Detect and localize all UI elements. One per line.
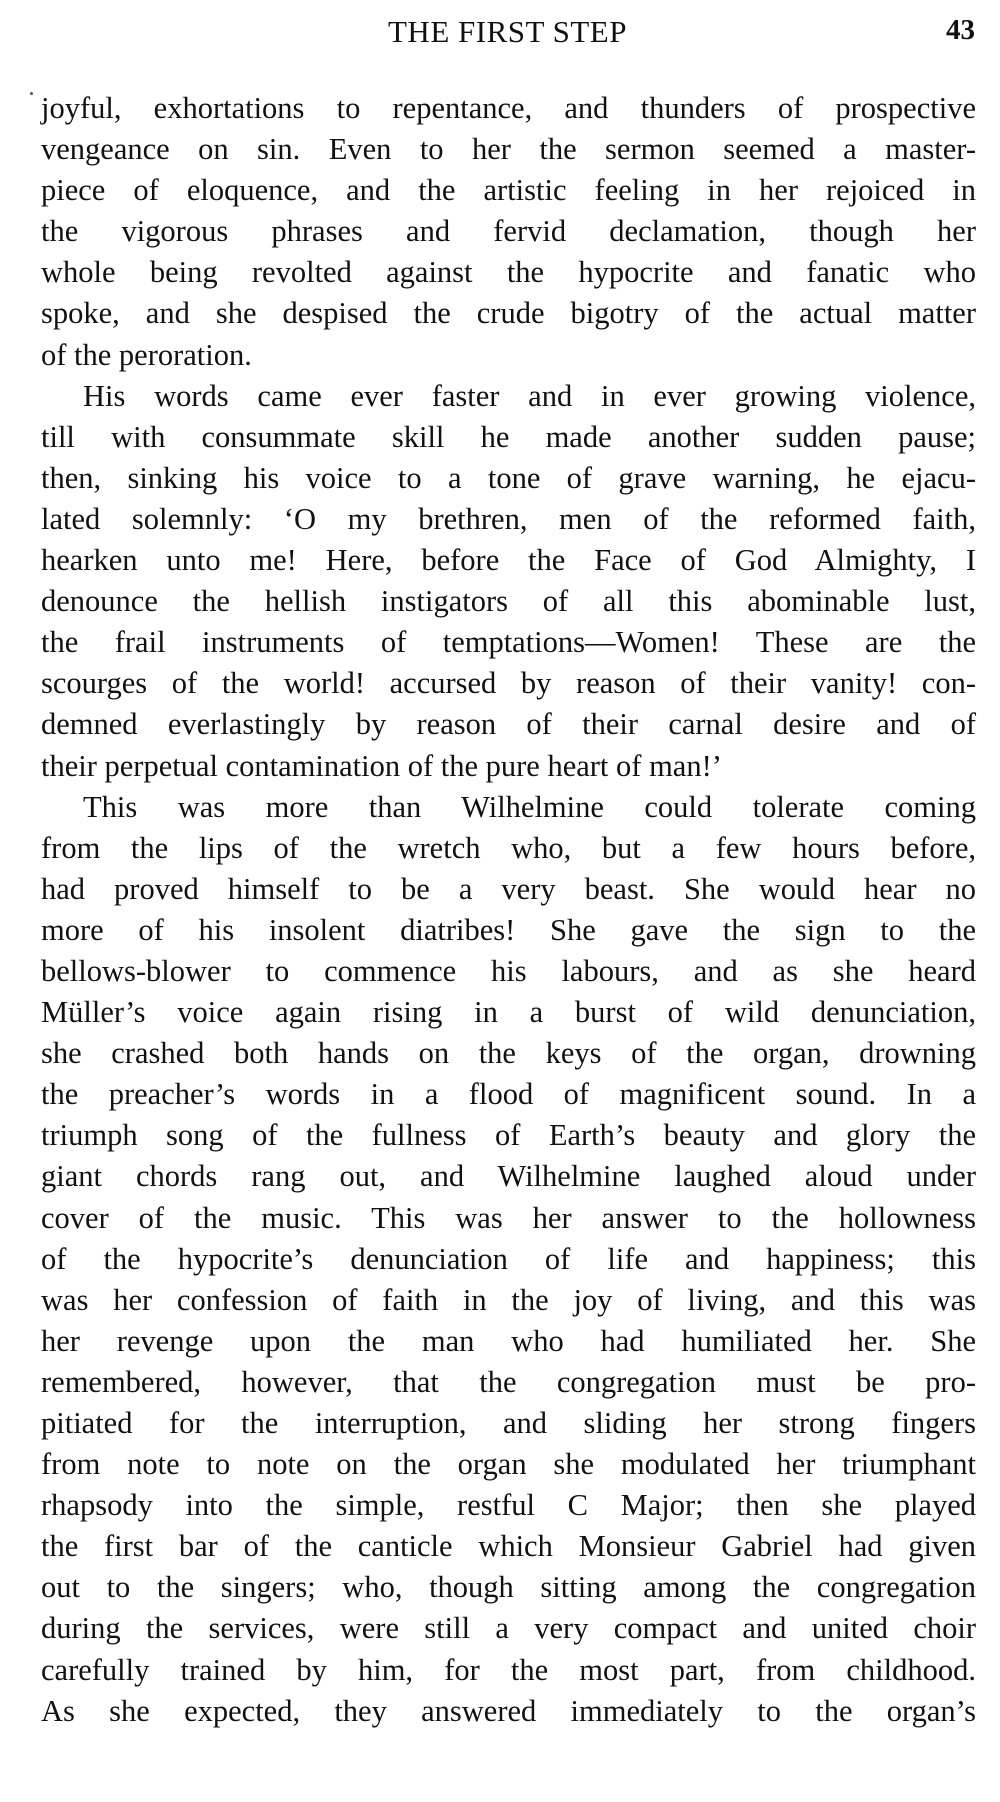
text-line: bellows-blower to commence his labours, and as she heard [41, 953, 976, 988]
text-line: of the hypocrite’s denunciation of life and happiness; this [41, 1241, 976, 1276]
text-line: vengeance on sin. Even to her the sermon seemed a master- [41, 132, 976, 167]
text-line: during the services, were still a very compact and united choir [41, 1611, 976, 1646]
text-line: their perpetual contamination of the pure heart of man!’ [41, 748, 722, 783]
text-line: This was more than Wilhelmine could tolerate coming [83, 789, 976, 824]
text-line: then, sinking his voice to a tone of grave warning, he ejacu- [41, 460, 976, 495]
text-line: cover of the music. This was her answer to the hollowness [41, 1200, 976, 1235]
text-line: more of his insolent diatribes! She gave the sign to the [41, 912, 976, 947]
text-line: denounce the hellish instigators of all this abominable lust, [41, 584, 976, 619]
text-line: spoke, and she despised the crude bigotry of the actual matter [41, 296, 976, 331]
text-line: out to the singers; who, though sitting among the congregation [41, 1570, 976, 1605]
text-line: demned everlastingly by reason of their carnal desire and of [41, 707, 976, 742]
margin-mark [30, 92, 33, 95]
text-line: of the peroration. [41, 337, 252, 372]
text-line: she crashed both hands on the keys of the organ, drowning [41, 1036, 976, 1071]
text-line: rhapsody into the simple, restful C Major; then she played [41, 1488, 976, 1523]
text-line: had proved himself to be a very beast. She would hear no [41, 871, 976, 906]
text-line: from note to note on the organ she modulated her triumphant [41, 1447, 976, 1482]
text-line: was her confession of faith in the joy of living, and this was [41, 1282, 976, 1317]
text-line: the first bar of the canticle which Monsieur Gabriel had given [41, 1529, 976, 1564]
text-line: remembered, however, that the congregation must be pro- [41, 1364, 976, 1399]
text-line: the vigorous phrases and fervid declamation, though her [41, 214, 976, 249]
text-line: from the lips of the wretch who, but a few hours before, [41, 830, 976, 865]
text-line: hearken unto me! Here, before the Face of God Almighty, I [41, 543, 976, 578]
text-line: scourges of the world! accursed by reason of their vanity! con- [41, 666, 976, 701]
page-number: 43 [946, 14, 975, 46]
body-text [41, 88, 976, 1732]
text-line: Müller’s voice again rising in a burst of wild denunciation, [41, 995, 976, 1030]
text-line: whole being revolted against the hypocrite and fanatic who [41, 255, 976, 290]
text-line: carefully trained by him, for the most part, from childhood. [41, 1652, 976, 1687]
text-line: till with consummate skill he made another sudden pause; [41, 419, 976, 454]
text-line: triumph song of the fullness of Earth’s beauty and glory the [41, 1118, 976, 1153]
text-line: lated solemnly: ‘O my brethren, men of the reformed faith, [41, 501, 976, 536]
running-title: THE FIRST STEP [388, 14, 627, 49]
text-line: her revenge upon the man who had humiliated her. She [41, 1323, 976, 1358]
text-line: His words came ever faster and in ever growing violence, [83, 378, 976, 413]
text-line: the frail instruments of temptations—Women! These are the [41, 625, 976, 660]
text-line: giant chords rang out, and Wilhelmine laughed aloud under [41, 1159, 976, 1194]
text-line: joyful, exhortations to repentance, and thunders of prospective [41, 91, 976, 125]
text-line: the preacher’s words in a flood of magnificent sound. In a [41, 1077, 976, 1112]
text-line: As she expected, they answered immediately to the organ’s [41, 1693, 976, 1728]
running-head [40, 14, 975, 54]
text-line: pitiated for the interruption, and sliding her strong fingers [41, 1406, 976, 1440]
text-line: piece of eloquence, and the artistic feeling in her rejoiced in [41, 173, 976, 208]
